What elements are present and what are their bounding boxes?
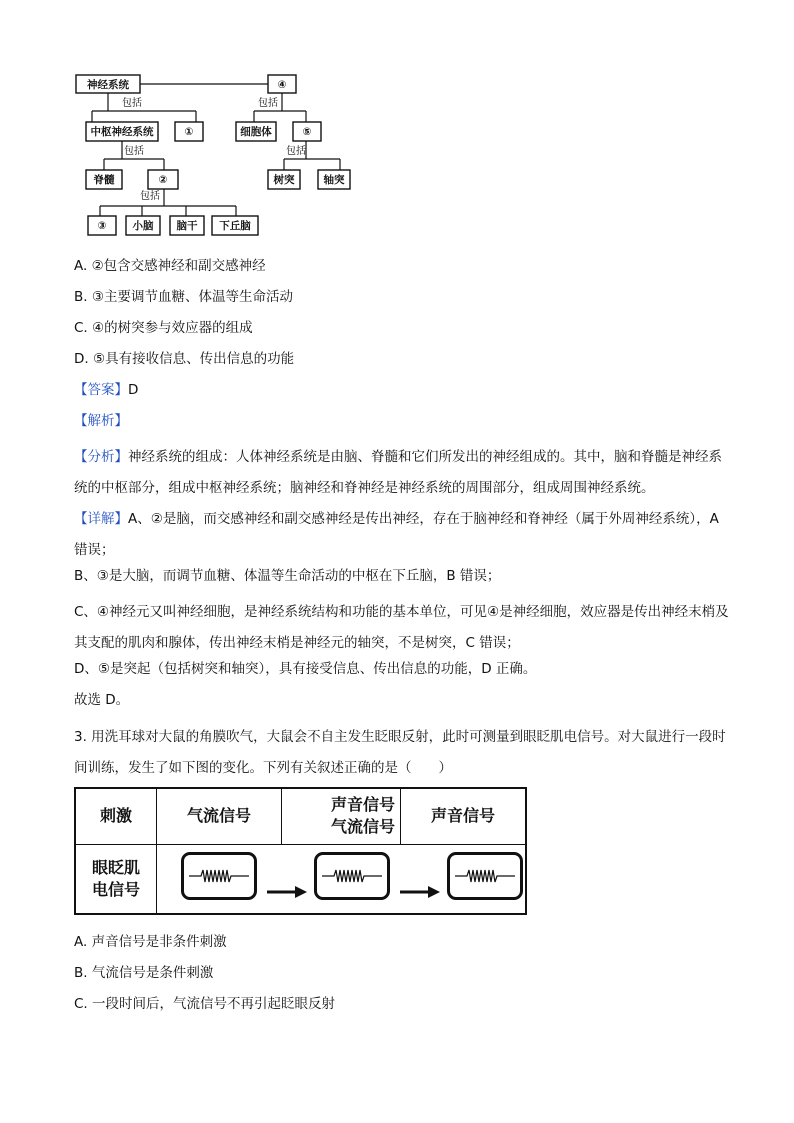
row-label-emg bbox=[75, 844, 157, 914]
node-brainstem bbox=[170, 216, 204, 235]
xiangjie-choose: 故选 D。 bbox=[74, 692, 130, 708]
arrow-icon-1 bbox=[263, 884, 309, 906]
emg-screen-1 bbox=[181, 852, 257, 900]
includes-label-5: 包括 bbox=[140, 191, 160, 202]
node-spinal-cord bbox=[86, 170, 122, 189]
analysis-tag-text: 【解析】 bbox=[74, 413, 128, 429]
col-airflow: 气流信号 bbox=[157, 788, 282, 844]
option-d: D. ⑤具有接收信息、传出信息的功能 bbox=[74, 351, 295, 367]
node-circle3 bbox=[88, 216, 116, 235]
answer-tag: 【答案】 bbox=[74, 382, 128, 398]
row-label-emg-line2: 电信号 bbox=[91, 879, 140, 899]
q3-stimulus-table bbox=[74, 787, 527, 915]
node-central bbox=[86, 122, 158, 141]
node-cell-body-label: 细胞体 bbox=[240, 126, 272, 138]
q3-option-c: C. 一段时间后，气流信号不再引起眨眼反射 bbox=[74, 996, 336, 1012]
row-label-stimulus: 刺激 bbox=[75, 788, 157, 844]
node-dendrite bbox=[268, 170, 300, 189]
includes-label-3: 包括 bbox=[124, 146, 144, 157]
xiangjie-tag: 【详解】 bbox=[74, 511, 128, 527]
q3-option-b: B. 气流信号是条件刺激 bbox=[74, 965, 214, 981]
emg-screen-2 bbox=[314, 852, 390, 900]
node-dendrite-label: 树突 bbox=[273, 174, 295, 186]
node-circle4 bbox=[268, 75, 296, 93]
node-circle3-label: ③ bbox=[97, 220, 107, 232]
node-hypothalamus-label: 下丘脑 bbox=[219, 220, 251, 232]
option-c: C. ④的树突参与效应器的组成 bbox=[74, 320, 253, 336]
option-a: A. ②包含交感神经和副交感神经 bbox=[74, 258, 266, 274]
xiangjie-a bbox=[74, 504, 734, 566]
spacer-1 bbox=[282, 788, 327, 844]
analysis-tag bbox=[74, 411, 734, 431]
xiangjie-b: B、③是大脑，而调节血糖、体温等生命活动的中枢在下丘脑，B 错误； bbox=[74, 568, 501, 584]
node-nervous-system bbox=[76, 75, 140, 93]
node-circle5 bbox=[293, 122, 321, 141]
col-sound-airflow-line2: 气流信号 bbox=[330, 817, 395, 837]
node-spinal-cord-label: 脊髓 bbox=[93, 174, 115, 186]
node-hypothalamus bbox=[212, 216, 258, 235]
node-axon bbox=[318, 170, 350, 189]
row-label-emg-line1: 眼眨肌 bbox=[91, 857, 140, 877]
emg-signal-row bbox=[157, 844, 527, 914]
includes-label-1: 包括 bbox=[122, 98, 142, 109]
emg-wave-2 bbox=[320, 858, 384, 894]
option-b: B. ③主要调节血糖、体温等生命活动 bbox=[74, 289, 293, 305]
node-circle1 bbox=[175, 122, 203, 141]
fenxi-paragraph bbox=[74, 442, 734, 504]
q3-option-a: A. 声音信号是非条件刺激 bbox=[74, 934, 227, 950]
xiangjie-c: C、④神经元又叫神经细胞，是神经系统结构和功能的基本单位，可见④是神经细胞，效应器是传出神经末梢及其支配的肌肉和腺体，传出神经末梢是神经元的轴突，不是树突，C 错误； bbox=[74, 604, 729, 651]
answer-line bbox=[74, 380, 734, 400]
node-circle2-label: ② bbox=[158, 174, 168, 186]
arrow-icon-2 bbox=[396, 884, 442, 906]
emg-screen-3 bbox=[447, 852, 523, 900]
node-central-label: 中枢神经系统 bbox=[90, 126, 154, 138]
node-circle2 bbox=[148, 170, 178, 189]
nervous-system-diagram bbox=[60, 66, 345, 241]
node-circle5-label: ⑤ bbox=[302, 126, 312, 138]
node-cell-body bbox=[236, 122, 276, 141]
node-cerebellum bbox=[126, 216, 160, 235]
node-circle1-label: ① bbox=[184, 126, 194, 138]
node-brainstem-label: 脑干 bbox=[176, 220, 198, 232]
xiangjie-d: D、⑤是突起（包括树突和轴突），具有接受信息、传出信息的功能，D 正确。 bbox=[74, 661, 537, 677]
includes-label-4: 包括 bbox=[286, 146, 306, 157]
col-sound-airflow bbox=[326, 788, 401, 844]
answer-value: D bbox=[128, 382, 139, 398]
emg-wave-1 bbox=[187, 858, 251, 894]
node-cerebellum-label: 小脑 bbox=[132, 220, 154, 232]
node-nervous-system-label: 神经系统 bbox=[87, 79, 129, 91]
fenxi-text: 神经系统的组成：人体神经系统是由脑、脊髓和它们所发出的神经组成的。其中，脑和脊髓是神经系统的中枢部分，组成中枢神经系统；脑神经和脊神经是神经系统的周围部分，组成周围神经系统。 bbox=[74, 449, 722, 496]
col-sound-airflow-line1: 声音信号 bbox=[330, 795, 395, 815]
fenxi-tag: 【分析】 bbox=[74, 449, 128, 465]
q3-stem: 3. 用洗耳球对大鼠的角膜吹气，大鼠会不自主发生眨眼反射，此时可测量到眼眨肌电信号。对大鼠进行一段时间训练，发生了如下图的变化。下列有关叙述正确的是（ ） bbox=[74, 729, 726, 776]
node-circle4-label: ④ bbox=[277, 79, 287, 91]
emg-wave-3 bbox=[453, 858, 517, 894]
node-axon-label: 轴突 bbox=[323, 174, 345, 186]
xiangjie-a-text: A、②是脑，而交感神经和副交感神经是传出神经，存在于脑神经和脊神经（属于外周神经系统），A 错误； bbox=[74, 511, 719, 558]
includes-label-2: 包括 bbox=[258, 98, 278, 109]
col-sound: 声音信号 bbox=[401, 788, 527, 844]
